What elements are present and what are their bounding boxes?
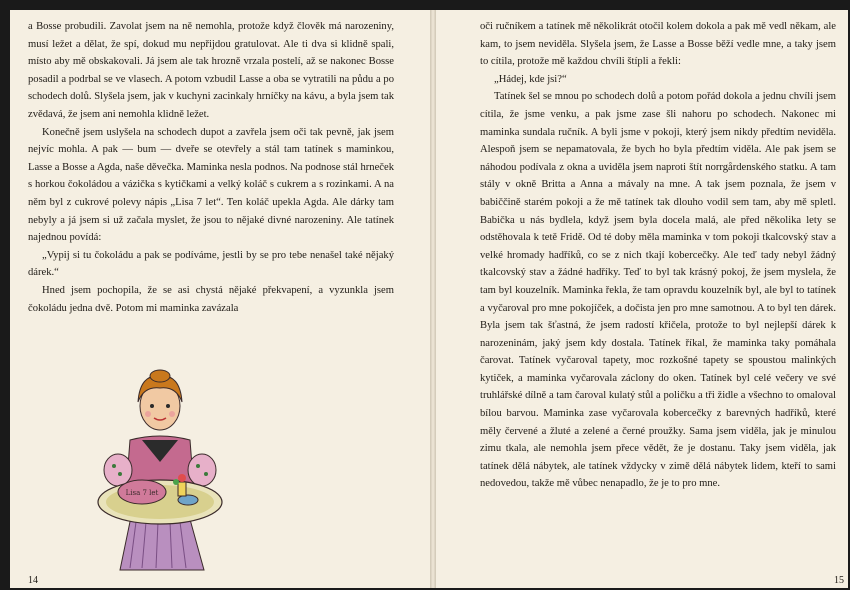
paragraph: oči ručníkem a tatínek mě několikrát otočil kolem dokola a pak mě vedl někam, ale kam, to jsem neviděla. Slyšela jsem, že Lasse a Bosse běží vedle mne, a taky jsem to cítila, protože mě každou chvíli štípli a řekli:: [480, 21, 836, 68]
page-number: 14: [28, 575, 38, 586]
left-page: [10, 10, 430, 588]
left-page-text: [28, 18, 394, 317]
right-page-text: [480, 18, 836, 493]
paragraph: Konečně jsem uslyšela na schodech dupot a zavřela jsem oči tak pevně, jak jsem nejvíc mohla. A pak — bum — dveře se otevřely a stál tam tatínek s maminkou, Lasse a Bosse a Agda, naše děvečka. Maminka nesla podnos. Na podnose stál hrneček s horkou čokoládou a vázička s kytičkami a velký koláč s cukrem a s rozinkami. A na něm byl z cukrové polevy nápis „Lisa 7 let“. Ten koláč upekla Agda. Ale dárky tam nebyly a já jsem si už začala myslet, že jsou to nějaké divné narozeniny. Ale tatínek najednou povídá:: [28, 126, 394, 244]
svg-text:Lisa 7 let: Lisa 7 let: [125, 489, 159, 497]
page-number: 15: [834, 575, 844, 586]
paragraph: „Vypij si tu čokoládu a pak se podíváme, jestli by se pro tebe nenašel také nějaký dárek.“: [28, 249, 394, 279]
right-page: [436, 10, 848, 588]
mother-with-tray-illustration: [80, 362, 240, 572]
paragraph: „Hádej, kde jsi?“: [494, 73, 567, 85]
paragraph: a Bosse probudili. Zavolat jsem na ně nemohla, protože když člověk má narozeniny, musí ležet a dělat, že spí, dokud mu nepřijdou gratulovat. Ale ti dva si klidně spali, místo aby mě obskakovali. Já jsem ale tak hrozně vrzala postelí, až se nakonec Bosse posadil a podrbal se ve vlasech. A potom vzbudil Lasse a oba se vytratili na půdu a po schodech dolů. Slyšela jsem, jak v kuchyni zacinkaly hrníčky na kávu, a byla jsem tak zvědavá, že jsem ani nemohla klidně ležet.: [28, 21, 394, 120]
paragraph: Tatínek šel se mnou po schodech dolů a potom pořád dokola a jednu chvíli jsem cítila, že jsme venku, a pak jsme zase šli nahoru po schodech. Nakonec mi maminka sundala ručník. A byli jsme v pokoji, který jsem nikdy předtím neviděla. Alespoň jsem se nepamatovala, že bych ho byla předtím viděla. Ale pak jsem se náhodou podívala z okna a uviděla jsem naproti štít norrgårdenského statku. A tam stály v okně Britta a Anna a mávaly na mne. A tak jsem poznala, že jsem v babiččině starém pokoji a že mě tatínek tak dlouho vodil sem tam, aby mě spletl. Babička u nás bydlela, když jsem byla docela malá, ale před několika lety se odstěhovala k tetě Fridě. Od té doby měla maminka v tom pokoji tkalcovský stav a velké hromady hadříků, co se z nich tkají kobercečky. Ale teď tady nebyl žádný tkalcovský stav a žádné hadříky. Teď to byl tak krásný pokoj, že jsem myslela, že tam byl kouzelník. Maminka řekla, že tam opravdu kouzelník byl, ale byl to tatínek a vyčaroval pro mne pokojíček, a dočista jen pro mne samotnou. A to byl ten dárek. Byla jsem tak šťastná, že jsem radostí křičela, protože to byl nejlepší dárek k narozeninám, jaký jsem kdy dostala. Tatínek říkal, že maminka taky pomáhala čarovat. Tatínek vyčaroval tapety, moc rozkošné tapety se spoustou malinkých kytiček, a maminka vyčarovala záclony do oken. Tatínek byl celé večery ve své truhlářské dílně a tam čaroval kulatý stůl a poličku a tři židle a všechno to omaloval bílou barvou. Maminka zase vyčarovala kobercečky z barevných hadříků, které měly červené a žluté a zelené a černé proužky. Sama jsem viděla, jak je minulou zimu tkala, ale nemohla jsem přece vědět, že je dostanu. Taky jsem viděla, jak tatínek dělá nábytek, ale tatínek vždycky v zimě dělá nábytek lidem, kteří to sami nedovedou, takže mě vůbec nenapadlo, že je to pro mne.: [480, 91, 836, 490]
paragraph: Hned jsem pochopila, že se asi chystá nějaké překvapení, a vyzunkla jsem čokoládu jedna dvě. Potom mi maminka zavázala: [28, 284, 394, 314]
